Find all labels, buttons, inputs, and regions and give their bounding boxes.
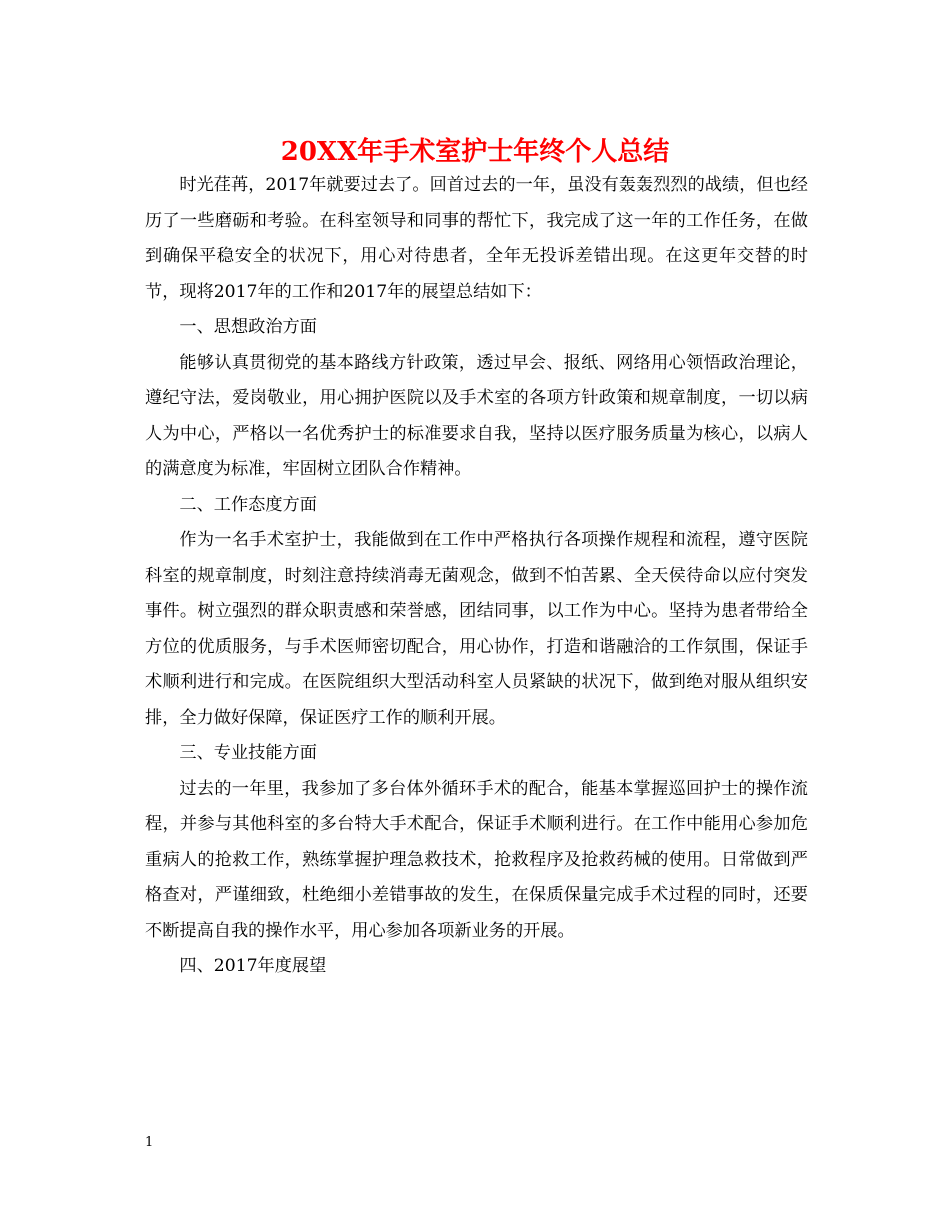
intro-paragraph: 时光荏苒，2017年就要过去了。回首过去的一年，虽没有轰轰烈烈的战绩，但也经历了一些磨砺和考验。在科室领导和同事的帮忙下，我完成了这一年的工作任务，在做到确保平稳安全的状况下，用心对待患者，全年无投诉差错出现。在这更年交替的时节，现将2017年的工作和2017年的展望总结如下： bbox=[145, 175, 808, 302]
section-heading-outlook: 四、2017年度展望 bbox=[179, 956, 327, 976]
skills-paragraph: 过去的一年里，我参加了多台体外循环手术的配合，能基本掌握巡回护士的操作流程，并参与其他科室的多台特大手术配合，保证手术顺利进行。在工作中能用心参加危重病人的抢救工作，熟练掌握护理急救技术，抢救程序及抢救药械的使用。日常做到严格查对，严谨细致，杜绝细小差错事故的发生，在保质保量完成手术过程的同时，还要不断提高自我的操作水平，用心参加各项新业务的开展。 bbox=[145, 778, 808, 941]
section-heading-skills: 三、专业技能方面 bbox=[179, 743, 317, 763]
page-number: 1 bbox=[145, 1135, 154, 1150]
document-title: 20XX年手术室护士年终个人总结 bbox=[280, 137, 670, 167]
section-heading-ideology: 一、思想政治方面 bbox=[179, 317, 317, 337]
ideology-paragraph: 能够认真贯彻党的基本路线方针政策，透过早会、报纸、网络用心领悟政治理论，遵纪守法，爱岗敬业，用心拥护医院以及手术室的各项方针政策和规章制度，一切以病人为中心，严格以一名优秀护士的标准要求自我，坚持以医疗服务质量为核心，以病人的满意度为标准，牢固树立团队合作精神。 bbox=[145, 352, 808, 479]
document-body bbox=[145, 168, 808, 985]
attitude-paragraph: 作为一名手术室护士，我能做到在工作中严格执行各项操作规程和流程，遵守医院科室的规章制度，时刻注意持续消毒无菌观念，做到不怕苦累、全天侯待命以应付突发事件。树立强烈的群众职责感和荣誉感，团结同事，以工作为中心。坚持为患者带给全方位的优质服务，与手术医师密切配合，用心协作，打造和谐融洽的工作氛围，保证手术顺利进行和完成。在医院组织大型活动科室人员紧缺的状况下，做到绝对服从组织安排，全力做好保障，保证医疗工作的顺利开展。 bbox=[145, 530, 808, 728]
section-heading-attitude: 二、工作态度方面 bbox=[179, 494, 317, 515]
